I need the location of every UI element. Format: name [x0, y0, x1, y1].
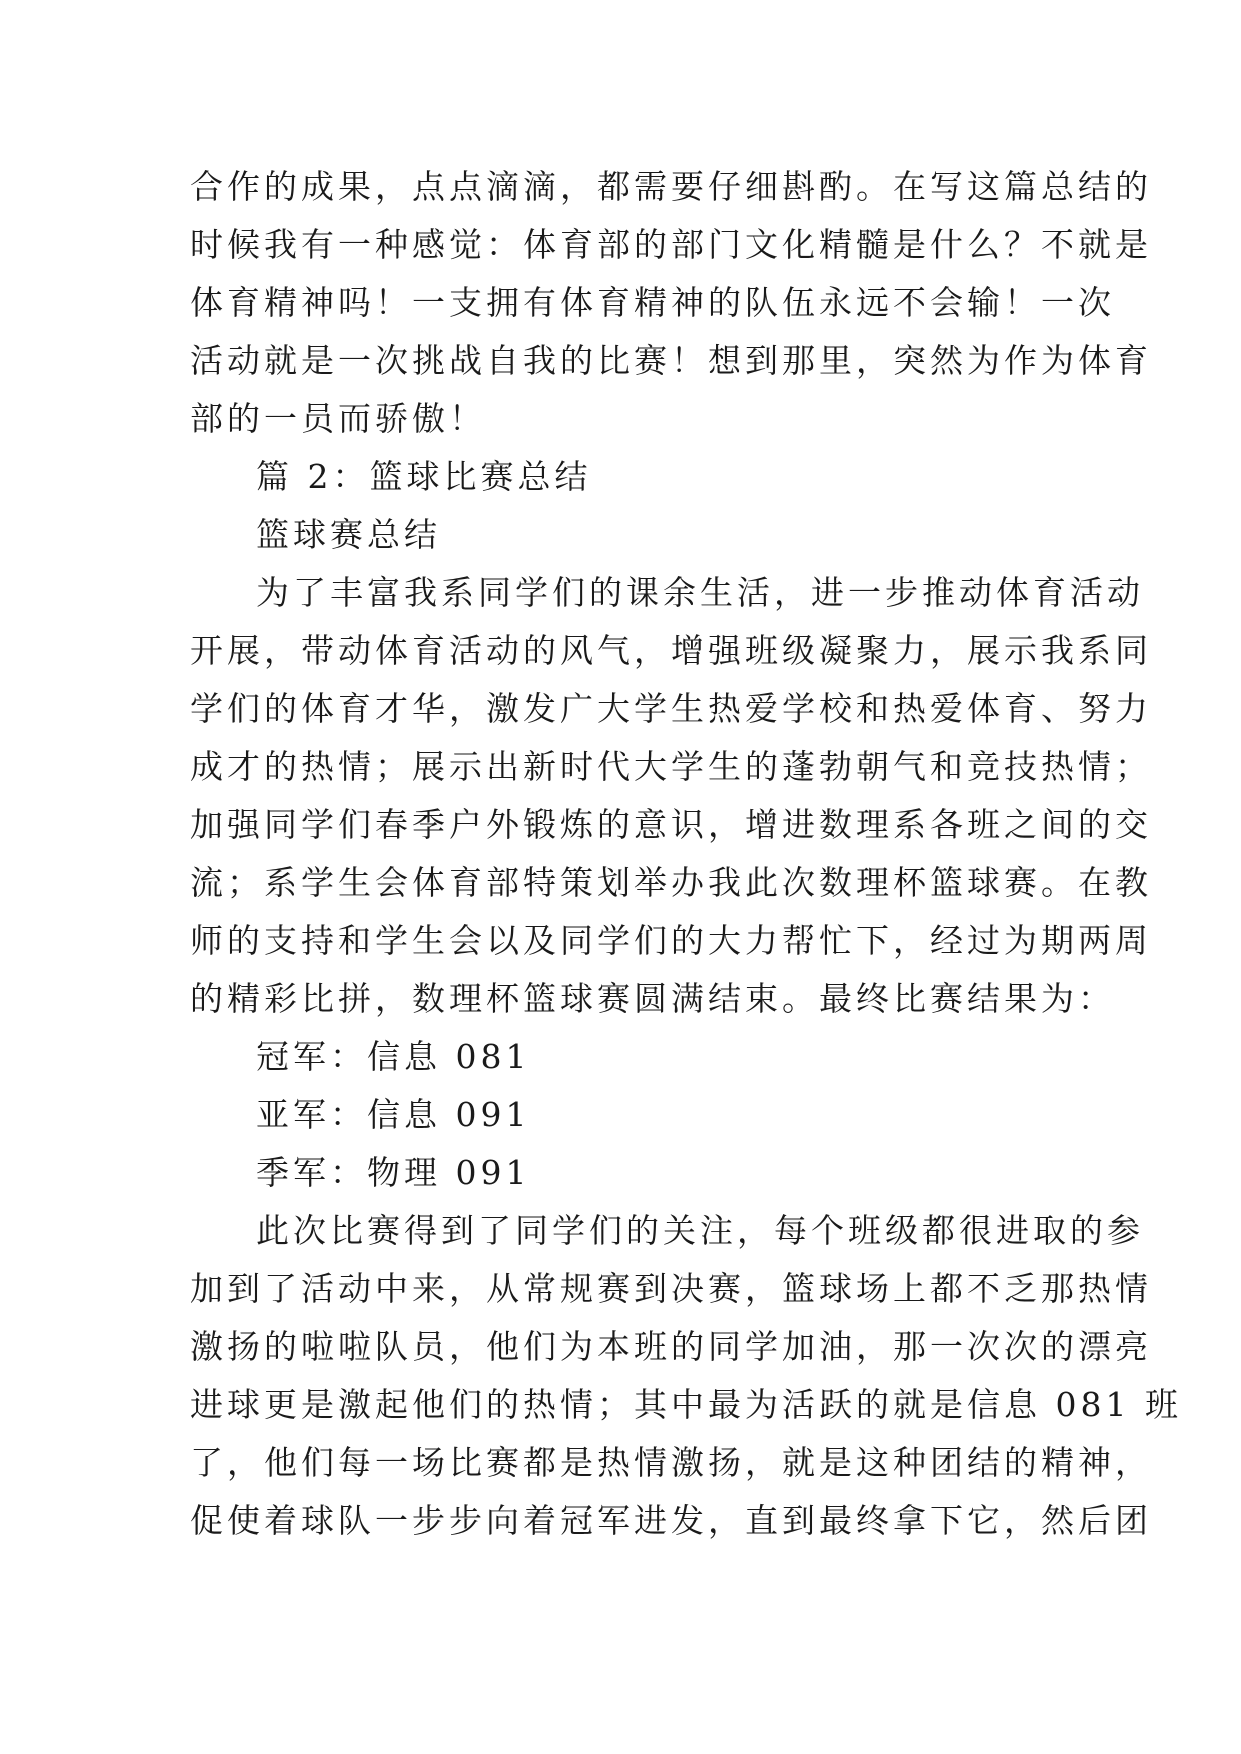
section-title: 篮球赛总结 — [256, 515, 441, 554]
text-line: 开展，带动体育活动的风气，增强班级凝聚力，展示我系同 — [190, 631, 1152, 670]
text-line: 的精彩比拼，数理杯篮球赛圆满结束。最终比赛结果为： — [190, 979, 1115, 1018]
text-line: 部的一员而骄傲！ — [190, 399, 486, 438]
text-line: 成才的热情；展示出新时代大学生的蓬勃朝气和竞技热情； — [190, 747, 1152, 786]
section-heading: 篇 2：篮球比赛总结 — [256, 457, 592, 496]
result-third-place: 季军：物理 091 — [256, 1153, 531, 1192]
text-line: 了，他们每一场比赛都是热情激扬，就是这种团结的精神， — [190, 1443, 1152, 1482]
text-line: 师的支持和学生会以及同学们的大力帮忙下，经过为期两周 — [190, 921, 1152, 960]
text-line: 体育精神吗！一支拥有体育精神的队伍永远不会输！一次 — [190, 283, 1115, 322]
text-line: 促使着球队一步步向着冠军进发，直到最终拿下它，然后团 — [190, 1501, 1152, 1540]
body-text — [190, 158, 1182, 1550]
text-line: 活动就是一次挑战自我的比赛！想到那里，突然为作为体育 — [190, 341, 1152, 380]
text-line: 进球更是激起他们的热情；其中最为活跃的就是信息 081 班 — [190, 1385, 1182, 1424]
text-line: 时候我有一种感觉：体育部的部门文化精髓是什么？不就是 — [190, 225, 1152, 264]
text-line: 学们的体育才华，激发广大学生热爱学校和热爱体育、努力 — [190, 689, 1152, 728]
text-line: 加强同学们春季户外锻炼的意识，增进数理系各班之间的交 — [190, 805, 1152, 844]
text-line: 流；系学生会体育部特策划举办我此次数理杯篮球赛。在教 — [190, 863, 1152, 902]
text-line: 为了丰富我系同学们的课余生活，进一步推动体育活动 — [256, 573, 1144, 612]
text-line: 加到了活动中来，从常规赛到决赛，篮球场上都不乏那热情 — [190, 1269, 1152, 1308]
text-line: 此次比赛得到了同学们的关注，每个班级都很进取的参 — [256, 1211, 1144, 1250]
text-line: 激扬的啦啦队员，他们为本班的同学加油，那一次次的漂亮 — [190, 1327, 1152, 1366]
text-line: 合作的成果，点点滴滴，都需要仔细斟酌。在写这篇总结的 — [190, 167, 1152, 206]
result-runner-up: 亚军：信息 091 — [256, 1095, 531, 1134]
result-champion: 冠军：信息 081 — [256, 1037, 531, 1076]
